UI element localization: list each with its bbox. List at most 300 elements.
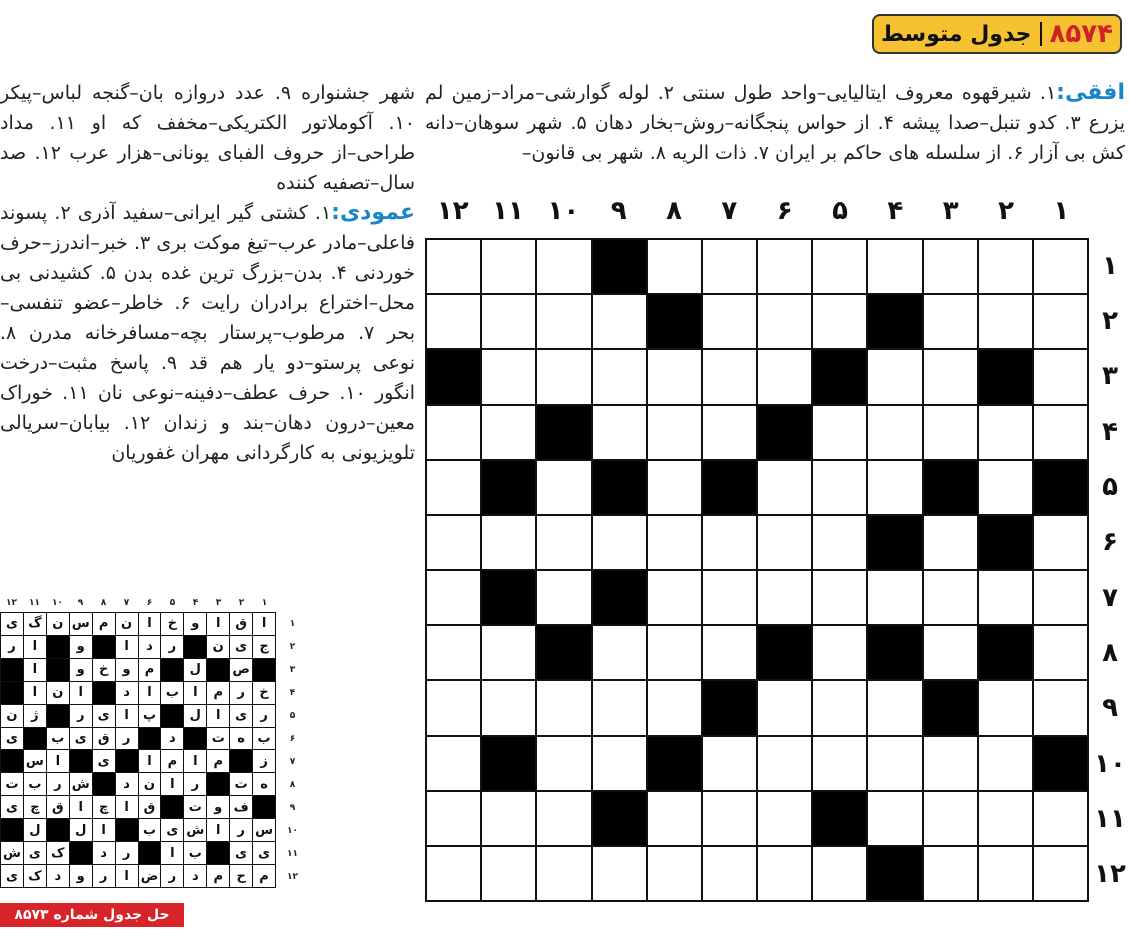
- solution-cell: پ: [139, 705, 161, 727]
- solution-cell: ی: [230, 705, 252, 727]
- solution-cell: ک: [47, 842, 69, 864]
- grid-cell-r10-c7[interactable]: [703, 737, 756, 790]
- grid-cell-r12-c1[interactable]: [1034, 847, 1087, 900]
- grid-cell-r10-c1: [1034, 737, 1087, 790]
- solution-cell: د: [116, 773, 138, 795]
- grid-cell-r12-c9[interactable]: [593, 847, 646, 900]
- grid-cell-r7-c2[interactable]: [979, 571, 1032, 624]
- solution-cell: م: [253, 865, 275, 887]
- solution-cell: س: [70, 613, 92, 635]
- solution-cell: ج: [253, 636, 275, 658]
- grid-cell-r8-c7[interactable]: [703, 626, 756, 679]
- grid-cell-r3-c5: [813, 350, 866, 403]
- grid-cell-r7-c7[interactable]: [703, 571, 756, 624]
- solution-cell: ک: [24, 865, 46, 887]
- grid-cell-r4-c5[interactable]: [813, 406, 866, 459]
- solution-cell: [207, 842, 229, 864]
- grid-cell-r5-c8[interactable]: [648, 461, 701, 514]
- solution-cell: ر: [47, 773, 69, 795]
- grid-cell-r2-c12[interactable]: [427, 295, 480, 348]
- solution-cell: [93, 636, 115, 658]
- grid-cell-r2-c11[interactable]: [482, 295, 535, 348]
- grid-cell-r1-c11[interactable]: [482, 240, 535, 293]
- grid-cell-r8-c9[interactable]: [593, 626, 646, 679]
- solution-cell: د: [184, 865, 206, 887]
- across-clues-part1: [425, 78, 1125, 168]
- grid-cell-r3-c6[interactable]: [758, 350, 811, 403]
- down-clues-text: ۱. کشتی گیر ایرانی–سفید آذری ۲. پسوند فاعلی–مادر عرب–تیغ موکت بری ۳. خبر–اندرز–حرف خوردنی ۴. بدن–بزرگ ترین غده بدن ۵. کشیدنی بی محل–اختراع برادران رایت ۶. خاطر–عضو تنفسی–بحر ۷. مرطوب–پرستار بچه–مسافرخانه مدرن ۸. نوعی پرستو–دو یار هم قد ۹. پاسخ مثبت–درخت انگور ۱۰. حرف عطف–دفینه–نوعی نان ۱۱. خوراک معین–درون دهان–بند و زندان ۱۲. بیابان–سریالی تلویزیونی به کارگردانی مهران غفوریان: [0, 202, 416, 464]
- grid-cell-r1-c2[interactable]: [979, 240, 1032, 293]
- solution-cell: ا: [207, 613, 229, 635]
- grid-cell-r2-c1[interactable]: [1034, 295, 1087, 348]
- grid-cell-r5-c7: [703, 461, 756, 514]
- grid-cell-r11-c1[interactable]: [1034, 792, 1087, 845]
- solution-cell: [207, 773, 229, 795]
- grid-cell-r7-c4[interactable]: [868, 571, 921, 624]
- solution-cell: [184, 636, 206, 658]
- grid-cell-r10-c10[interactable]: [537, 737, 590, 790]
- grid-cell-r4-c11[interactable]: [482, 406, 535, 459]
- grid-cell-r8-c12[interactable]: [427, 626, 480, 679]
- solution-cell: د: [116, 682, 138, 704]
- solution-cell: ب: [24, 773, 46, 795]
- grid-cell-r7-c8[interactable]: [648, 571, 701, 624]
- column-number: ۲: [998, 196, 1014, 226]
- solution-cell: س: [253, 819, 275, 841]
- solution-cell: ا: [253, 613, 275, 635]
- column-numbers: [425, 196, 1089, 230]
- solution-cell: ب: [47, 728, 69, 750]
- solution-cell: ش: [1, 842, 23, 864]
- column-number: ۶: [776, 196, 793, 226]
- grid-cell-r5-c1: [1034, 461, 1087, 514]
- solution-cell: چ: [24, 796, 46, 818]
- row-number: ۵: [1102, 471, 1118, 502]
- grid-cell-r3-c8[interactable]: [648, 350, 701, 403]
- solution-cell: [47, 819, 69, 841]
- grid-cell-r8-c10: [537, 626, 590, 679]
- grid-cell-r9-c2[interactable]: [979, 681, 1032, 734]
- grid-cell-r8-c4: [868, 626, 921, 679]
- grid-cell-r9-c10[interactable]: [537, 681, 590, 734]
- grid-cell-r11-c2[interactable]: [979, 792, 1032, 845]
- solution-cell: ب: [253, 728, 275, 750]
- solution-cell: [116, 819, 138, 841]
- solution-row-number: ۹: [289, 802, 296, 813]
- solution-cell: ن: [207, 636, 229, 658]
- grid-cell-r6-c8[interactable]: [648, 516, 701, 569]
- solution-row-number: ۱۱: [287, 848, 298, 859]
- solution-cell: ا: [24, 659, 46, 681]
- solution-cell: ن: [47, 613, 69, 635]
- solution-column-number: ۹: [77, 598, 84, 608]
- grid-cell-r5-c5[interactable]: [813, 461, 866, 514]
- grid-cell-r3-c10[interactable]: [537, 350, 590, 403]
- grid-cell-r7-c12[interactable]: [427, 571, 480, 624]
- grid-cell-r6-c6[interactable]: [758, 516, 811, 569]
- solution-cell: ا: [161, 773, 183, 795]
- solution-cell: د: [93, 842, 115, 864]
- solution-row-number: ۴: [289, 687, 296, 698]
- grid-cell-r8-c3[interactable]: [924, 626, 977, 679]
- solution-cell: ز: [253, 750, 275, 772]
- grid-cell-r8-c1[interactable]: [1034, 626, 1087, 679]
- solution-cell: ا: [24, 682, 46, 704]
- solution-cell: ا: [47, 750, 69, 772]
- solution-cell: ص: [230, 659, 252, 681]
- grid-cell-r3-c3[interactable]: [924, 350, 977, 403]
- solution-cell: ر: [70, 705, 92, 727]
- solution-cell: و: [70, 865, 92, 887]
- column-number: ۷: [721, 196, 738, 226]
- grid-cell-r1-c9: [593, 240, 646, 293]
- solution-cell: [93, 682, 115, 704]
- solution-row-number: ۵: [289, 710, 296, 721]
- solution-cell: ل: [184, 659, 206, 681]
- solution-cell: و: [70, 659, 92, 681]
- grid-cell-r10-c2[interactable]: [979, 737, 1032, 790]
- row-number: ۱۰: [1094, 748, 1126, 779]
- grid-cell-r10-c8: [648, 737, 701, 790]
- grid-cell-r2-c7[interactable]: [703, 295, 756, 348]
- solution-column-number: ۱: [261, 598, 268, 608]
- solution-cell: [139, 842, 161, 864]
- grid-cell-r3-c12: [427, 350, 480, 403]
- grid-cell-r7-c6[interactable]: [758, 571, 811, 624]
- grid-cell-r3-c9[interactable]: [593, 350, 646, 403]
- grid-cell-r1-c10[interactable]: [537, 240, 590, 293]
- solution-cell: م: [207, 750, 229, 772]
- solution-row-number: ۸: [289, 779, 296, 790]
- solution-cell: [47, 659, 69, 681]
- grid-cell-r10-c12[interactable]: [427, 737, 480, 790]
- grid-cell-r2-c6[interactable]: [758, 295, 811, 348]
- solution-cell: ی: [70, 728, 92, 750]
- grid-cell-r12-c10[interactable]: [537, 847, 590, 900]
- column-number: ۳: [942, 196, 959, 226]
- solution-column-number: ۲: [238, 598, 245, 608]
- solution-cell: [70, 842, 92, 864]
- grid-cell-r12-c7[interactable]: [703, 847, 756, 900]
- solution-row-number: ۱: [289, 618, 296, 629]
- solution-cell: و: [207, 796, 229, 818]
- grid-cell-r4-c12[interactable]: [427, 406, 480, 459]
- solution-cell: ر: [1, 636, 23, 658]
- grid-cell-r4-c3[interactable]: [924, 406, 977, 459]
- grid-cell-r9-c1[interactable]: [1034, 681, 1087, 734]
- grid-cell-r9-c4[interactable]: [868, 681, 921, 734]
- crossword-grid: [427, 240, 1087, 900]
- grid-cell-r2-c2[interactable]: [979, 295, 1032, 348]
- solution-cell: ر: [161, 636, 183, 658]
- grid-cell-r7-c5[interactable]: [813, 571, 866, 624]
- solution-cell: ت: [230, 773, 252, 795]
- solution-cell: د: [161, 728, 183, 750]
- solution-cell: ا: [24, 636, 46, 658]
- row-number: ۷: [1102, 582, 1118, 613]
- solution-column-number: ۱۰: [52, 598, 63, 608]
- grid-cell-r5-c11: [482, 461, 535, 514]
- solution-cell: [47, 636, 69, 658]
- across-heading: افقی:: [1056, 80, 1125, 105]
- grid-cell-r6-c7[interactable]: [703, 516, 756, 569]
- grid-cell-r9-c5[interactable]: [813, 681, 866, 734]
- solution-column-number: ۶: [146, 598, 153, 608]
- solution-cell: ن: [1, 705, 23, 727]
- solution-cell: ر: [184, 773, 206, 795]
- solution-cell: [116, 750, 138, 772]
- grid-cell-r10-c3[interactable]: [924, 737, 977, 790]
- row-number: ۸: [1102, 637, 1118, 668]
- solution-cell: ل: [24, 819, 46, 841]
- grid-cell-r9-c6[interactable]: [758, 681, 811, 734]
- solution-cell: [253, 796, 275, 818]
- solution-cell: ا: [70, 796, 92, 818]
- grid-cell-r8-c11[interactable]: [482, 626, 535, 679]
- grid-cell-r9-c3: [924, 681, 977, 734]
- puzzle-title: جدول متوسط: [880, 21, 1032, 47]
- grid-cell-r6-c1[interactable]: [1034, 516, 1087, 569]
- solution-cell: ل: [184, 705, 206, 727]
- grid-cell-r6-c5[interactable]: [813, 516, 866, 569]
- grid-cell-r3-c4[interactable]: [868, 350, 921, 403]
- grid-cell-r12-c5[interactable]: [813, 847, 866, 900]
- column-number: ۱۱: [492, 196, 524, 226]
- grid-cell-r6-c11[interactable]: [482, 516, 535, 569]
- solution-cell: ی: [1, 796, 23, 818]
- grid-cell-r8-c5[interactable]: [813, 626, 866, 679]
- solution-cell: چ: [93, 796, 115, 818]
- grid-cell-r11-c11[interactable]: [482, 792, 535, 845]
- grid-cell-r9-c8[interactable]: [648, 681, 701, 734]
- grid-cell-r5-c9: [593, 461, 646, 514]
- grid-cell-r11-c10[interactable]: [537, 792, 590, 845]
- grid-cell-r5-c3: [924, 461, 977, 514]
- solution-cell: ا: [207, 819, 229, 841]
- solution-cell: [47, 705, 69, 727]
- solution-row-number: ۳: [289, 664, 296, 675]
- grid-cell-r1-c8[interactable]: [648, 240, 701, 293]
- solution-cell: ا: [116, 796, 138, 818]
- solution-cell: ب: [184, 842, 206, 864]
- solution-column-numbers: [0, 598, 276, 612]
- grid-cell-r2-c5[interactable]: [813, 295, 866, 348]
- grid-cell-r12-c3[interactable]: [924, 847, 977, 900]
- grid-cell-r11-c3[interactable]: [924, 792, 977, 845]
- solution-cell: ی: [1, 865, 23, 887]
- crossword-grid-frame: [425, 238, 1089, 902]
- grid-cell-r4-c7[interactable]: [703, 406, 756, 459]
- down-heading: عمودی:: [331, 200, 415, 225]
- grid-cell-r1-c7[interactable]: [703, 240, 756, 293]
- grid-cell-r7-c9: [593, 571, 646, 624]
- grid-cell-r3-c11[interactable]: [482, 350, 535, 403]
- solution-cell: ا: [139, 750, 161, 772]
- row-number: ۱۱: [1094, 803, 1126, 834]
- grid-cell-r6-c3[interactable]: [924, 516, 977, 569]
- solution-cell: ر: [161, 865, 183, 887]
- row-number: ۴: [1102, 416, 1118, 447]
- grid-cell-r10-c5[interactable]: [813, 737, 866, 790]
- grid-cell-r6-c9[interactable]: [593, 516, 646, 569]
- solution-cell: [1, 819, 23, 841]
- solution-cell: [207, 659, 229, 681]
- grid-cell-r8-c2: [979, 626, 1032, 679]
- grid-cell-r4-c4[interactable]: [868, 406, 921, 459]
- grid-cell-r7-c3[interactable]: [924, 571, 977, 624]
- grid-cell-r12-c6[interactable]: [758, 847, 811, 900]
- grid-cell-r11-c8[interactable]: [648, 792, 701, 845]
- grid-cell-r6-c4: [868, 516, 921, 569]
- solution-row-number: ۷: [289, 756, 296, 767]
- grid-cell-r9-c9[interactable]: [593, 681, 646, 734]
- down-clues: [0, 198, 415, 468]
- solution-cell: گ: [24, 613, 46, 635]
- grid-cell-r11-c4[interactable]: [868, 792, 921, 845]
- grid-cell-r5-c12[interactable]: [427, 461, 480, 514]
- solution-cell: م: [207, 682, 229, 704]
- solution-cell: [93, 773, 115, 795]
- solution-column-number: ۱۱: [29, 598, 40, 608]
- column-number: ۱۰: [547, 196, 580, 226]
- grid-cell-r10-c6[interactable]: [758, 737, 811, 790]
- grid-cell-r12-c2[interactable]: [979, 847, 1032, 900]
- solution-cell: [1, 659, 23, 681]
- solution-cell: ژ: [24, 705, 46, 727]
- solution-cell: ق: [139, 796, 161, 818]
- grid-cell-r4-c1[interactable]: [1034, 406, 1087, 459]
- grid-cell-r1-c5[interactable]: [813, 240, 866, 293]
- solution-cell: م: [139, 659, 161, 681]
- grid-cell-r4-c8[interactable]: [648, 406, 701, 459]
- solution-cell: ش: [184, 819, 206, 841]
- solution-cell: [139, 728, 161, 750]
- solution-cell: ر: [116, 842, 138, 864]
- grid-cell-r8-c8[interactable]: [648, 626, 701, 679]
- grid-cell-r1-c3[interactable]: [924, 240, 977, 293]
- row-number: ۹: [1102, 693, 1118, 724]
- solution-column-number: ۳: [215, 598, 222, 608]
- grid-cell-r9-c12[interactable]: [427, 681, 480, 734]
- grid-cell-r7-c10[interactable]: [537, 571, 590, 624]
- column-number: ۹: [610, 196, 627, 226]
- grid-cell-r10-c9[interactable]: [593, 737, 646, 790]
- solution-cell: ب: [161, 682, 183, 704]
- solution-cell: ی: [93, 750, 115, 772]
- solution-cell: [1, 750, 23, 772]
- solution-cell: ا: [207, 705, 229, 727]
- grid-cell-r5-c2[interactable]: [979, 461, 1032, 514]
- grid-cell-r2-c8: [648, 295, 701, 348]
- solution-cell: [24, 728, 46, 750]
- puzzle-number: ۸۵۷۴: [1049, 19, 1114, 49]
- grid-cell-r9-c11[interactable]: [482, 681, 535, 734]
- grid-cell-r10-c4[interactable]: [868, 737, 921, 790]
- column-number: ۱: [1053, 196, 1070, 226]
- grid-cell-r5-c10[interactable]: [537, 461, 590, 514]
- solution-cell: ی: [93, 705, 115, 727]
- title-separator: [1040, 22, 1042, 46]
- solution-cell: ی: [230, 636, 252, 658]
- solution-caption: حل جدول شماره ۸۵۷۳: [0, 903, 184, 927]
- row-numbers: [1092, 238, 1128, 902]
- row-number: ۳: [1102, 361, 1118, 392]
- solution-cell: و: [70, 636, 92, 658]
- grid-cell-r11-c5: [813, 792, 866, 845]
- column-number: ۵: [832, 196, 848, 226]
- solution-cell: خ: [161, 613, 183, 635]
- solution-cell: ر: [230, 682, 252, 704]
- solution-cell: ا: [139, 682, 161, 704]
- grid-cell-r11-c6[interactable]: [758, 792, 811, 845]
- grid-cell-r5-c4[interactable]: [868, 461, 921, 514]
- solution-column-number: ۱۲: [6, 598, 17, 608]
- solution-cell: خ: [253, 682, 275, 704]
- grid-cell-r2-c9[interactable]: [593, 295, 646, 348]
- grid-cell-r3-c7[interactable]: [703, 350, 756, 403]
- grid-cell-r3-c1[interactable]: [1034, 350, 1087, 403]
- solution-column-number: ۴: [192, 598, 199, 608]
- grid-cell-r4-c2[interactable]: [979, 406, 1032, 459]
- solution-cell: ا: [93, 819, 115, 841]
- solution-cell: ض: [139, 865, 161, 887]
- grid-cell-r4-c9[interactable]: [593, 406, 646, 459]
- grid-cell-r7-c1[interactable]: [1034, 571, 1087, 624]
- grid-cell-r11-c12[interactable]: [427, 792, 480, 845]
- grid-cell-r1-c1[interactable]: [1034, 240, 1087, 293]
- grid-cell-r2-c10[interactable]: [537, 295, 590, 348]
- solution-cell: و: [116, 659, 138, 681]
- grid-cell-r12-c8[interactable]: [648, 847, 701, 900]
- grid-cell-r1-c12[interactable]: [427, 240, 480, 293]
- grid-cell-r2-c3[interactable]: [924, 295, 977, 348]
- solution-cell: ل: [70, 819, 92, 841]
- solution-cell: ا: [184, 750, 206, 772]
- grid-cell-r12-c11[interactable]: [482, 847, 535, 900]
- solution-cell: خ: [93, 659, 115, 681]
- solution-cell: و: [184, 613, 206, 635]
- grid-cell-r1-c4[interactable]: [868, 240, 921, 293]
- solution-cell: ت: [184, 796, 206, 818]
- grid-cell-r10-c11: [482, 737, 535, 790]
- solution-cell: [161, 796, 183, 818]
- solution-cell: [230, 750, 252, 772]
- previous-solution: [0, 598, 305, 898]
- row-number: ۲: [1102, 305, 1118, 336]
- grid-cell-r12-c12[interactable]: [427, 847, 480, 900]
- grid-cell-r5-c6[interactable]: [758, 461, 811, 514]
- grid-cell-r6-c10[interactable]: [537, 516, 590, 569]
- solution-cell: ا: [116, 705, 138, 727]
- solution-cell: ب: [139, 819, 161, 841]
- solution-row-numbers: [280, 612, 305, 888]
- grid-cell-r1-c6[interactable]: [758, 240, 811, 293]
- column-number: ۴: [887, 196, 904, 226]
- grid-cell-r6-c12[interactable]: [427, 516, 480, 569]
- row-number: ۱۲: [1094, 859, 1126, 890]
- grid-cell-r11-c7[interactable]: [703, 792, 756, 845]
- solution-cell: س: [24, 750, 46, 772]
- solution-cell: ه: [230, 728, 252, 750]
- solution-cell: [1, 682, 23, 704]
- solution-row-number: ۱۰: [287, 825, 298, 836]
- solution-cell: ت: [1, 773, 23, 795]
- solution-cell: [184, 728, 206, 750]
- solution-cell: ف: [230, 796, 252, 818]
- solution-cell: ی: [1, 613, 23, 635]
- row-number: ۱: [1102, 250, 1118, 281]
- solution-cell: ت: [207, 728, 229, 750]
